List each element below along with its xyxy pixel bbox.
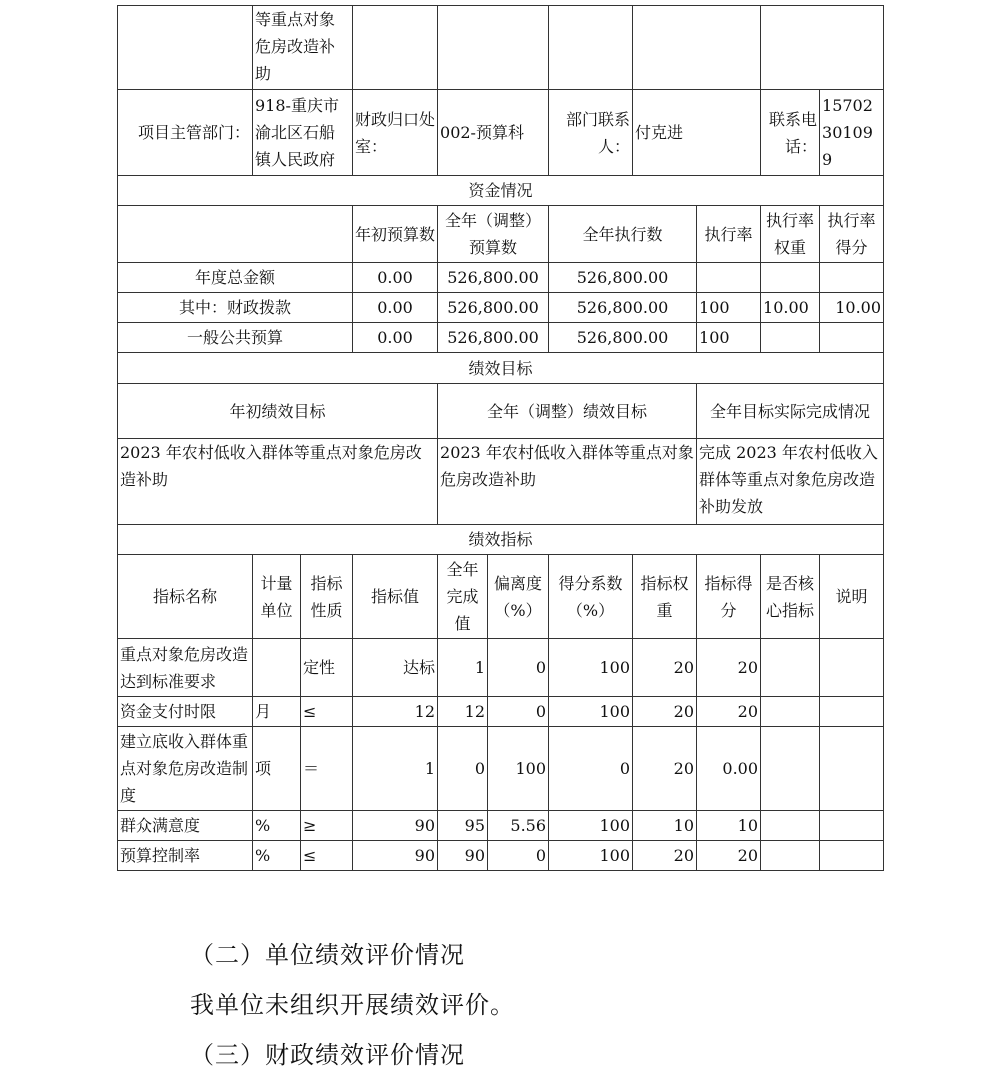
- ind-cell: 1: [353, 727, 438, 811]
- goals-header-initial: 年初绩效目标: [118, 384, 438, 439]
- indicator-row: [118, 727, 884, 811]
- ind-header: 指标权重: [633, 555, 697, 639]
- ind-cell: [820, 727, 884, 811]
- goal-initial-value: 2023 年农村低收入群体等重点对象危房改造补助: [118, 439, 438, 525]
- ind-cell: 100: [549, 811, 633, 841]
- ind-header: 是否核心指标: [761, 555, 820, 639]
- goals-header-actual: 全年目标实际完成情况: [697, 384, 884, 439]
- performance-table: [117, 5, 884, 871]
- finance-value: 002-预算科: [438, 90, 549, 176]
- phone-label: 联系电话：: [761, 90, 820, 176]
- blank-cell: [438, 6, 549, 90]
- blank-cell: [118, 6, 253, 90]
- contact-label: 部门联系人：: [549, 90, 633, 176]
- paragraph-unit-evaluation: 我单位未组织开展绩效评价。: [190, 991, 515, 1019]
- ind-cell: 0.00: [697, 727, 761, 811]
- ind-cell: 90: [438, 841, 488, 871]
- ind-cell: ≥: [301, 811, 353, 841]
- goal-actual-value: 完成 2023 年农村低收入群体等重点对象危房改造补助发放: [697, 439, 884, 525]
- ind-header: 偏离度（%）: [488, 555, 549, 639]
- ind-cell: [820, 639, 884, 697]
- ind-cell: 重点对象危房改造达到标准要求: [118, 639, 253, 697]
- ind-cell: 20: [633, 727, 697, 811]
- indicator-row: [118, 811, 884, 841]
- ind-cell: 95: [438, 811, 488, 841]
- ind-cell: 100: [549, 639, 633, 697]
- ind-cell: 20: [697, 841, 761, 871]
- ind-cell: 定性: [301, 639, 353, 697]
- ind-cell: ≤: [301, 841, 353, 871]
- funds-cell: 100: [697, 323, 761, 353]
- funds-header-executed: 全年执行数: [549, 206, 697, 263]
- ind-header: 指标值: [353, 555, 438, 639]
- goal-adjusted-value: 2023 年农村低收入群体等重点对象危房改造补助: [438, 439, 697, 525]
- funds-cell: 0.00: [353, 293, 438, 323]
- ind-cell: 100: [549, 697, 633, 727]
- ind-cell: [761, 811, 820, 841]
- ind-cell: 0: [488, 697, 549, 727]
- ind-cell: 达标: [353, 639, 438, 697]
- ind-cell: %: [253, 811, 301, 841]
- ind-header: 指标性质: [301, 555, 353, 639]
- ind-header: 计量单位: [253, 555, 301, 639]
- ind-cell: [820, 811, 884, 841]
- section-heading-unit-evaluation: （二）单位绩效评价情况: [190, 941, 465, 969]
- funds-cell: 526,800.00: [549, 293, 697, 323]
- ind-cell: 100: [488, 727, 549, 811]
- ind-header: 得分系数（%）: [549, 555, 633, 639]
- section-heading-finance-evaluation: （三）财政绩效评价情况: [190, 1041, 465, 1069]
- ind-cell: %: [253, 841, 301, 871]
- funds-header-initial: 年初预算数: [353, 206, 438, 263]
- funds-row-label: 其中：财政拨款: [118, 293, 353, 323]
- ind-cell: 20: [633, 639, 697, 697]
- indicators-section-title: 绩效指标: [118, 525, 884, 555]
- blank-cell: [549, 6, 633, 90]
- goals-header-adjusted: 全年（调整）绩效目标: [438, 384, 697, 439]
- funds-header-weight: 执行率权重: [761, 206, 820, 263]
- ind-cell: 预算控制率: [118, 841, 253, 871]
- ind-cell: 资金支付时限: [118, 697, 253, 727]
- ind-cell: 20: [633, 697, 697, 727]
- ind-cell: [820, 841, 884, 871]
- finance-label: 财政归口处室：: [353, 90, 438, 176]
- funds-cell: [761, 263, 820, 293]
- funds-cell: 526,800.00: [549, 263, 697, 293]
- funds-cell: 526,800.00: [549, 323, 697, 353]
- project-name-tail: 等重点对象危房改造补助: [253, 6, 353, 90]
- ind-cell: ＝: [301, 727, 353, 811]
- funds-cell: 0.00: [353, 323, 438, 353]
- contact-value: 付克进: [633, 90, 761, 176]
- ind-cell: 0: [488, 639, 549, 697]
- ind-cell: 1: [438, 639, 488, 697]
- ind-cell: 90: [353, 841, 438, 871]
- ind-header: 指标名称: [118, 555, 253, 639]
- funds-header-score: 执行率得分: [820, 206, 884, 263]
- ind-cell: [820, 697, 884, 727]
- ind-cell: 20: [697, 639, 761, 697]
- ind-cell: 项: [253, 727, 301, 811]
- ind-cell: 0: [438, 727, 488, 811]
- indicator-row: [118, 639, 884, 697]
- ind-cell: 90: [353, 811, 438, 841]
- indicator-row: [118, 697, 884, 727]
- funds-cell: 10.00: [820, 293, 884, 323]
- ind-cell: [761, 639, 820, 697]
- dept-value: 918-重庆市渝北区石船镇人民政府: [253, 90, 353, 176]
- ind-cell: 20: [697, 697, 761, 727]
- funds-cell: [820, 323, 884, 353]
- ind-header: 指标得分: [697, 555, 761, 639]
- blank-cell: [633, 6, 761, 90]
- funds-header-adjusted: 全年（调整）预算数: [438, 206, 549, 263]
- ind-header: 全年完成值: [438, 555, 488, 639]
- ind-cell: [761, 841, 820, 871]
- blank-cell: [761, 6, 884, 90]
- ind-cell: [761, 697, 820, 727]
- phone-value: 15702301099: [820, 90, 884, 176]
- ind-cell: 月: [253, 697, 301, 727]
- ind-cell: 12: [353, 697, 438, 727]
- ind-cell: [761, 727, 820, 811]
- funds-cell: 526,800.00: [438, 293, 549, 323]
- funds-section-title: 资金情况: [118, 176, 884, 206]
- funds-row-label: 年度总金额: [118, 263, 353, 293]
- funds-row-label: 一般公共预算: [118, 323, 353, 353]
- ind-cell: 建立底收入群体重点对象危房改造制度: [118, 727, 253, 811]
- funds-cell: [761, 323, 820, 353]
- funds-cell: [820, 263, 884, 293]
- ind-cell: 0: [488, 841, 549, 871]
- ind-cell: [253, 639, 301, 697]
- ind-cell: 10: [633, 811, 697, 841]
- ind-cell: 5.56: [488, 811, 549, 841]
- ind-cell: ≤: [301, 697, 353, 727]
- funds-row: [118, 263, 884, 293]
- ind-cell: 群众满意度: [118, 811, 253, 841]
- funds-header-blank: [118, 206, 353, 263]
- dept-label: 项目主管部门：: [118, 90, 253, 176]
- blank-cell: [353, 6, 438, 90]
- funds-row: [118, 323, 884, 353]
- ind-cell: 0: [549, 727, 633, 811]
- funds-cell: 526,800.00: [438, 323, 549, 353]
- goals-section-title: 绩效目标: [118, 353, 884, 384]
- ind-header: 说明: [820, 555, 884, 639]
- ind-cell: 12: [438, 697, 488, 727]
- funds-cell: 526,800.00: [438, 263, 549, 293]
- funds-cell: 10.00: [761, 293, 820, 323]
- ind-cell: 100: [549, 841, 633, 871]
- funds-row: [118, 293, 884, 323]
- indicator-row: [118, 841, 884, 871]
- funds-header-rate: 执行率: [697, 206, 761, 263]
- funds-cell: 100: [697, 293, 761, 323]
- funds-cell: 0.00: [353, 263, 438, 293]
- funds-cell: [697, 263, 761, 293]
- ind-cell: 10: [697, 811, 761, 841]
- ind-cell: 20: [633, 841, 697, 871]
